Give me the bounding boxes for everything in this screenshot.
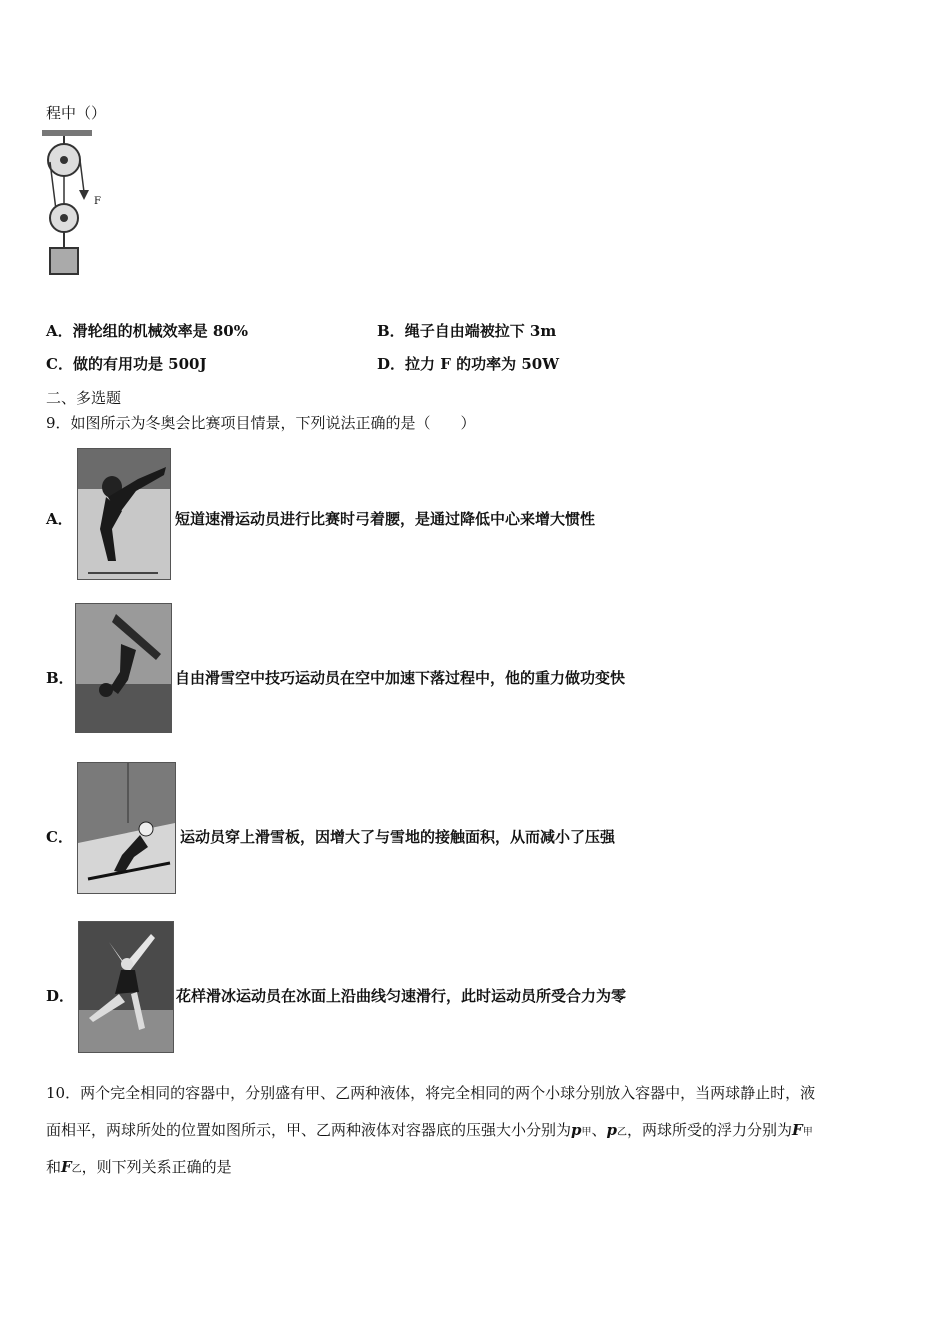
q10-line-2-text: 面相平，两球所处的位置如图所示，甲、乙两种液体对容器底的压强大小分别为 — [46, 1121, 572, 1139]
subscript-yi: 乙 — [71, 1164, 82, 1175]
option-letter: D． — [377, 355, 406, 373]
speed-skater-photo — [77, 448, 171, 580]
option-letter: C． — [46, 355, 73, 373]
subscript-yi: 乙 — [617, 1127, 628, 1138]
q9-option-d-letter: D． — [46, 987, 75, 1005]
q8-option-c — [46, 353, 207, 374]
q10-line-2-text: ，两球所受的浮力分别为 — [627, 1121, 793, 1139]
pressure-symbol: p — [571, 1121, 582, 1139]
aerial-skier-image — [76, 604, 171, 732]
pulley-diagram — [42, 130, 112, 280]
q10-line-3 — [46, 1156, 232, 1177]
q9-option-b-text: 自由滑雪空中技巧运动员在空中加速下落过程中，他的重力做功变快 — [175, 669, 626, 687]
force-label-f: F — [94, 196, 101, 207]
skier-image — [78, 763, 175, 893]
aerial-skier-photo — [75, 603, 172, 733]
figure-skater-photo — [78, 921, 174, 1053]
q9-option-c-text: 运动员穿上滑雪板，因增大了与雪地的接触面积，从而减小了压强 — [180, 828, 616, 846]
section-title: 二、多选题 — [46, 389, 122, 407]
option-text: 做的有用功是 500J — [72, 355, 207, 373]
q10-line-2 — [46, 1119, 813, 1140]
q9-option-a-letter: A． — [46, 510, 73, 528]
q8-option-b — [377, 320, 556, 341]
q9-option-a-text: 短道速滑运动员进行比赛时弓着腰，是通过降低中心来增大惯性 — [175, 510, 596, 528]
q10-line-3-text: 和 — [46, 1158, 62, 1176]
q9-option-b-letter: B． — [46, 669, 74, 687]
option-letter: A． — [46, 322, 73, 340]
subscript-jia: 甲 — [581, 1127, 592, 1138]
q9-option-c-letter: C． — [46, 828, 73, 846]
q9-stem: 9．如图所示为冬奥会比赛项目情景，下列说法正确的是（ ） — [46, 414, 476, 432]
force-symbol: F — [61, 1158, 72, 1176]
speed-skater-image — [78, 449, 170, 579]
pressure-symbol: p — [606, 1121, 618, 1139]
option-text: 拉力 F 的功率为 50W — [405, 355, 560, 373]
option-text: 滑轮组的机械效率是 80% — [72, 322, 248, 340]
option-text: 绳子自由端被拉下 3m — [404, 322, 557, 340]
q10-line-3-text: ，则下列关系正确的是 — [81, 1158, 232, 1176]
q10-line-1: 10．两个完全相同的容器中，分别盛有甲、乙两种液体，将完全相同的两个小球分别放入容器中，当两球静止时，液 — [46, 1084, 816, 1102]
separator: 、 — [591, 1121, 607, 1139]
q8-option-a — [46, 320, 248, 341]
q8-option-d — [377, 353, 559, 374]
skier-photo — [77, 762, 176, 894]
q8-stem-tail: 程中（） — [46, 104, 107, 122]
q9-option-d-text: 花样滑冰运动员在冰面上沿曲线匀速滑行，此时运动员所受合力为零 — [176, 987, 627, 1005]
figure-skater-image — [79, 922, 173, 1052]
force-symbol: F — [792, 1121, 803, 1139]
option-letter: B． — [377, 322, 405, 340]
pulley-figure — [42, 130, 112, 280]
subscript-jia: 甲 — [802, 1127, 813, 1138]
